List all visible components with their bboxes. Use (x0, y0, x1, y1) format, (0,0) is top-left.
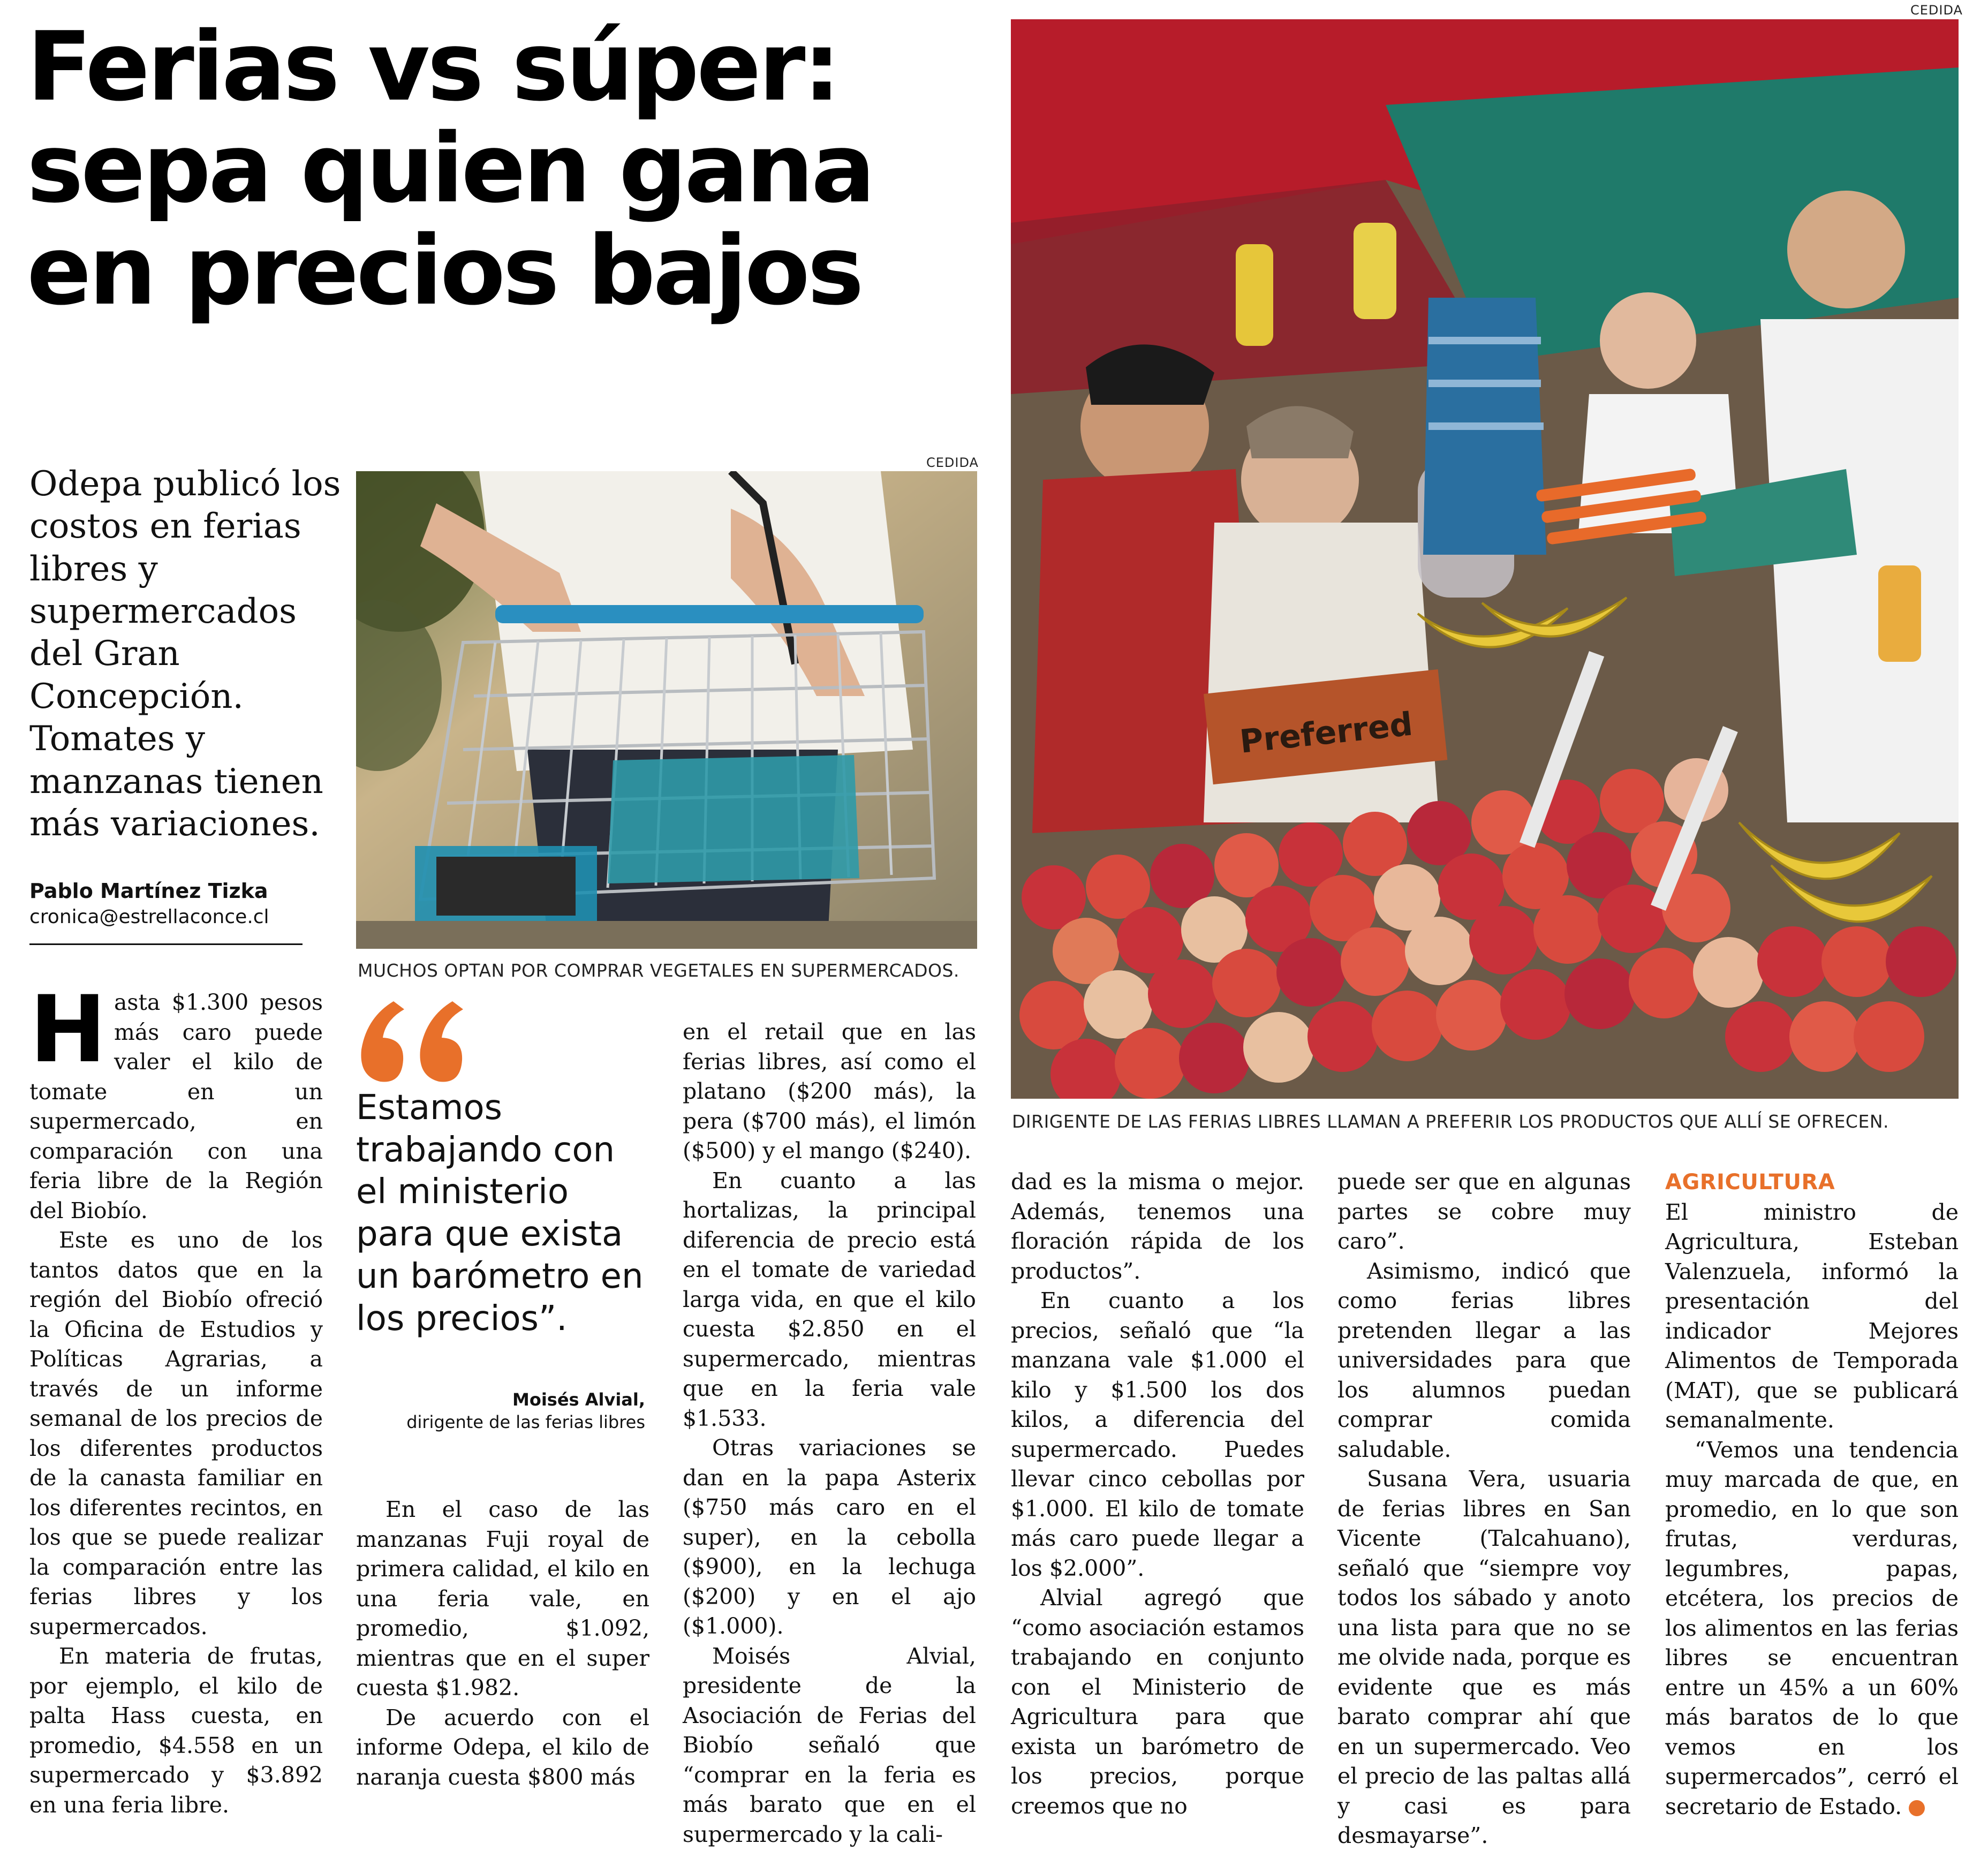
pull-quote-attribution-role: dirigente de las ferias libres (406, 1412, 645, 1432)
photo-shopping-cart (356, 471, 977, 949)
body-column-2 (356, 1495, 649, 1792)
body-paragraph: Asimismo, indicó que como ferias libres pretenden llegar a las universidades para que los alumnos puedan comprar comida saludable. (1337, 1258, 1631, 1462)
headline-line-2: sepa quien gana (27, 113, 873, 224)
photo-market-caption: DIRIGENTE DE LAS FERIAS LIBRES LLAMAN A PREFERIR LOS PRODUCTOS QUE ALLÍ SE OFRECEN. (1012, 1111, 1889, 1132)
byline-email[interactable]: cronica@estrellaconce.cl (29, 906, 269, 928)
headline-line-3: en precios bajos (27, 215, 861, 326)
body-paragraph: Otras variaciones se dan en la papa Asterix ($750 más caro en el super), en la cebolla ($900), en la lechuga ($200) y en el ajo ($1.000). (683, 1435, 976, 1639)
photo-cart-caption: MUCHOS OPTAN POR COMPRAR VEGETALES EN SUPERMERCADOS. (358, 960, 959, 981)
body-paragraph: En cuanto a las hortalizas, la principal diferencia de precio está en el tomate de variedad larga vida, en que el kilo cuesta $2.850 en el supermercado, mientras que en la feria vale $1.533. (683, 1167, 976, 1431)
market-box-label: Preferred (1238, 705, 1415, 761)
body-paragraph: Susana Vera, usuaria de ferias libres en San Vicente (Talcahuano), señaló que “siempre voy todos los sábado y anoto una lista para que no se me olvide nada, porque es evidente que es más barato comprar ahí que en un supermercado. Veo el precio de las paltas allá y casi es para desmayarse”. (1337, 1466, 1631, 1848)
pull-quote-text: Estamos trabajando con el ministerio para que exista un barómetro en los precios”. (356, 1088, 644, 1339)
body-column-6 (1665, 1167, 1959, 1822)
photo-market-credit: CEDIDA (1910, 3, 1963, 18)
body-column-1 (29, 976, 323, 1820)
headline-line-1: Ferias vs súper: (27, 11, 838, 122)
body-paragraph: en el retail que en las ferias libres, así como el platano ($200 más), la pera ($700 más), el limón ($500) y el mango ($240). (683, 1019, 976, 1164)
body-paragraph: En el caso de las manzanas Fuji royal de primera calidad, el kilo en una feria vale, en promedio, $1.092, mientras que en el super cuesta $1.982. (356, 1497, 649, 1701)
body-paragraph: Hasta $1.300 pesos más caro puede valer el kilo de tomate en un supermercado, en comparación con una feria libre de la Región del Biobío. (29, 976, 323, 1223)
quote-marks-icon (356, 996, 474, 1087)
byline-author: Pablo Martínez Tizka (29, 879, 268, 903)
body-column-3 (683, 1017, 976, 1849)
body-paragraph: dad es la misma o mejor. Además, tenemos una floración rápida de los productos”. (1011, 1169, 1304, 1284)
body-paragraph: “Vemos una tendencia muy marcada de que, en promedio, en lo que son frutas, verduras, legumbres, papas, etcétera, los precios de los alimentos en las ferias libres se encuentran entre un 45% a un 60% más baratos de lo que vemos en los supermercados”, cerró el secretario de Estado. ✪ (1665, 1437, 1959, 1819)
body-paragraph: Alvial agregó que “como asociación estamos trabajando en conjunto con el Ministerio de Agricultura para que exista un barómetro de los precios, porque creemos que no (1011, 1585, 1304, 1819)
pull-quote-attribution-name: Moisés Alvial, (512, 1389, 645, 1410)
body-paragraph: En cuanto a los precios, señaló que “la manzana vale $1.000 el kilo y $1.500 los dos kilos, a diferencia del supermercado. Puedes llevar cinco cebollas por $1.000. El kilo de tomate más caro puede llegar a los $2.000”. (1011, 1288, 1304, 1581)
section-tag-agricultura: AGRICULTURA (1665, 1170, 1835, 1195)
body-paragraph: El ministro de Agricultura, Esteban Valenzuela, informó la presentación del indicador Mejores Alimentos de Temporada (MAT), que se publicará semanalmente. (1665, 1199, 1959, 1433)
body-paragraph: puede ser que en algunas partes se cobre muy caro”. (1337, 1169, 1631, 1254)
body-paragraph: Este es uno de los tantos datos que en la región del Biobío ofreció la Oficina de Estudios y Políticas Agrarias, a través de un informe semanal de los precios de los diferentes productos de la canasta familiar en los diferentes recintos, en los que se puede realizar la comparación entre las ferias libres y los supermercados. (29, 1227, 323, 1640)
deck-subhead: Odepa publicó los costos en ferias libres y supermercados del Gran Concepción. Tomates y manzanas tienen más variaciones. (29, 464, 341, 844)
byline-divider (29, 943, 303, 945)
headline (27, 11, 980, 326)
article-end-icon: ✪ (1909, 1800, 1925, 1816)
body-paragraph: Moisés Alvial, presidente de la Asociación de Ferias del Biobío señaló que “comprar en la feria es más barato que en el supermercado y la cali- (683, 1643, 976, 1847)
body-column-4 (1011, 1167, 1304, 1821)
photo-market-stall (1011, 19, 1959, 1099)
photo-cart-credit: CEDIDA (926, 455, 979, 470)
body-column-5 (1337, 1167, 1631, 1851)
drop-cap: H (29, 976, 107, 1083)
body-paragraph: En materia de frutas, por ejemplo, el kilo de palta Hass cuesta, en promedio, $4.558 en un supermercado y $3.892 en una feria libre. (29, 1643, 323, 1818)
body-paragraph: De acuerdo con el informe Odepa, el kilo de naranja cuesta $800 más (356, 1704, 649, 1790)
